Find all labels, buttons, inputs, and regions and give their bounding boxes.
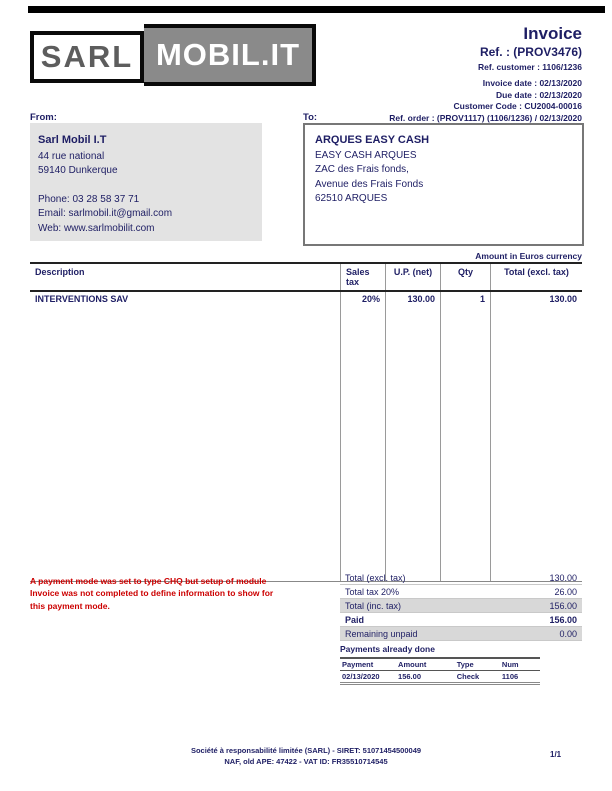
document-title: Invoice: [523, 24, 582, 43]
total-value: 0.00: [559, 628, 577, 639]
total-value: 156.00: [549, 614, 577, 625]
items-header-row: [30, 264, 582, 292]
item-description: INTERVENTIONS SAV: [35, 294, 129, 304]
remaining-unpaid-row: [340, 627, 582, 641]
col-sales-tax: Sales tax: [340, 264, 385, 290]
total-label: Paid: [345, 614, 365, 625]
col-qty: Qty: [440, 264, 490, 290]
item-qty: 1: [440, 292, 490, 581]
sender-address-line: 59140 Dunkerque: [38, 165, 118, 177]
paid-row: [340, 613, 582, 627]
col-payment: Payment: [342, 660, 374, 669]
invoice-header: [270, 24, 582, 124]
invoice-date: Invoice date : 02/13/2020: [482, 78, 582, 89]
total-excl-tax-row: [340, 571, 582, 585]
sender-address-line: 44 rue national: [38, 150, 105, 162]
order-ref: Ref. order : (PROV1117) (1106/1236) / 02/13/2020: [389, 112, 582, 123]
table-row: [30, 292, 582, 581]
col-type: Type: [456, 660, 474, 669]
sender-email: Email: sarlmobil.it@gmail.com: [38, 208, 173, 220]
payment-num: 1106: [501, 672, 519, 681]
sender-address-box: [30, 123, 262, 241]
item-sales-tax: 20%: [340, 292, 385, 581]
recipient-address-line: 62510 ARQUES: [315, 193, 388, 205]
sender-name: Sarl Mobil I.T: [38, 134, 107, 146]
col-unit-price: U.P. (net): [385, 264, 440, 290]
item-unit-price: 130.00: [385, 292, 440, 581]
total-label: Total tax 20%: [345, 586, 400, 597]
payment-row: [340, 671, 540, 684]
payments-title: Payments already done: [340, 644, 435, 654]
payment-type: Check: [456, 672, 480, 681]
customer-code: Customer Code : CU2004-00016: [453, 101, 582, 112]
sender-phone: Phone: 03 28 58 37 71: [38, 193, 140, 205]
recipient-address-line: EASY CASH ARQUES: [315, 149, 417, 161]
sender-web: Web: www.sarlmobilit.com: [38, 222, 155, 234]
col-total: Total (excl. tax): [490, 264, 582, 290]
total-value: 26.00: [554, 586, 577, 597]
currency-note: Amount in Euros currency: [475, 251, 582, 261]
col-num: Num: [501, 660, 519, 669]
total-value: 130.00: [549, 572, 577, 583]
from-label: From:: [30, 112, 57, 123]
payment-date: 02/13/2020: [342, 672, 380, 681]
totals-block: [340, 571, 582, 641]
recipient-address-box: [303, 123, 584, 246]
total-value: 156.00: [549, 600, 577, 611]
page-number: 1/1: [550, 750, 562, 759]
footer-line-1: Société à responsabilité limitée (SARL) - SIRET: 51071454500049: [190, 746, 422, 755]
line-items-table: [30, 262, 582, 582]
due-date: Due date : 02/13/2020: [496, 89, 582, 100]
total-label: Total (inc. tax): [345, 600, 402, 611]
item-total: 130.00: [490, 292, 582, 581]
payments-table: [340, 657, 540, 685]
payments-header-row: [340, 658, 540, 671]
to-label: To:: [303, 112, 318, 123]
total-tax-row: [340, 585, 582, 599]
customer-ref: Ref. customer : 1106/1236: [478, 62, 582, 72]
top-rule: [28, 6, 605, 13]
total-inc-tax-row: [340, 599, 582, 613]
total-label: Remaining unpaid: [345, 628, 418, 639]
recipient-address-line: Avenue des Frais Fonds: [315, 178, 424, 190]
legal-footer: [0, 746, 612, 768]
total-label: Total (excl. tax): [345, 572, 406, 583]
logo-mobil-box: MOBIL.IT: [144, 24, 316, 86]
col-amount: Amount: [398, 660, 427, 669]
payment-mode-warning: A payment mode was set to type CHQ but setup of module Invoice was not completed to define information to show for this payment mode.: [30, 576, 274, 611]
col-description: Description: [35, 267, 85, 277]
footer-line-2: NAF, old APE: 47422 - VAT ID: FR35510714545: [224, 756, 388, 766]
recipient-name: ARQUES EASY CASH: [315, 134, 430, 146]
logo-sarl-box: SARL: [30, 31, 144, 83]
recipient-address-line: ZAC des Frais fonds,: [315, 164, 409, 176]
invoice-ref: Ref. : (PROV3476): [479, 45, 582, 59]
payments-block: [340, 644, 540, 685]
payment-amount: 156.00: [398, 672, 421, 681]
